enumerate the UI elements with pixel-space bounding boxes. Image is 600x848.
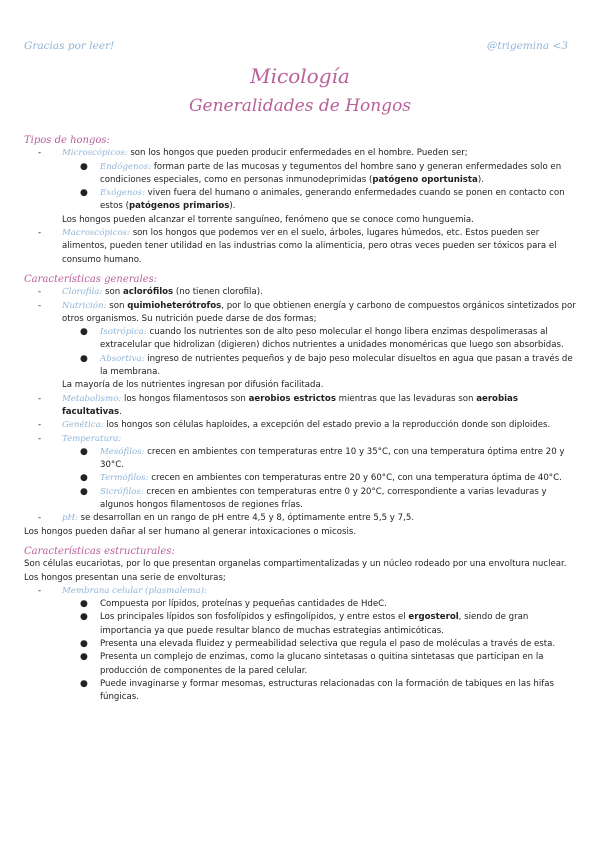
- bold-text: patógenos primarios: [128, 201, 230, 212]
- dash-icon: -: [38, 513, 42, 524]
- note-hunguemia: Los hongos pueden alcanzar el torrente sanguíneo, fenómeno que se conoce como hunguemia.: [62, 214, 474, 225]
- term-endogenos: Endógenos:: [100, 161, 152, 172]
- item-text: Presenta una elevada fluidez y permeabilidad selectiva que regula el paso de moléculas a través de esta.: [100, 638, 556, 649]
- bold-text: ergosterol: [408, 612, 459, 623]
- list-item-membrana: [24, 585, 580, 598]
- bold-text: aerobias facultativas: [62, 393, 518, 417]
- list-item-nutricion: [24, 300, 580, 327]
- closing-paragraph: Los hongos pueden dañar al ser humano al generar intoxicaciones o micosis.: [24, 526, 357, 537]
- term-metabolismo: Metabolismo:: [62, 393, 122, 404]
- section-heading-generales: Características generales:: [24, 273, 158, 285]
- item-text: , siendo de gran importancia ya que puede resultar blanco de muchas estrategias antimicóticas.: [100, 612, 529, 636]
- item-text: Presenta un complejo de enzimas, como la glucano sintetasas o quitina sintetasas que participan en la producción de componentes de la pared celular.: [100, 652, 544, 676]
- term-nutricion: Nutrición:: [62, 300, 107, 311]
- bold-text: aclorófilos: [122, 287, 174, 298]
- header-author: @trigemina <3: [486, 40, 568, 52]
- bullet-icon: ●: [80, 161, 88, 172]
- item-text: ).: [229, 201, 236, 212]
- term-isotropica: Isotrópica:: [100, 327, 147, 338]
- item-text: , por lo que obtienen energía y carbono de compuestos orgánicos sintetizados por otros organismos. Su nutrición puede darse de dos formas;: [62, 300, 576, 324]
- term-absortiva: Absortiva:: [100, 353, 145, 364]
- item-text: son: [106, 300, 128, 311]
- list-item-macroscopicos: [24, 227, 580, 267]
- dash-icon: -: [38, 148, 42, 159]
- term-clorofila: Clorofila:: [62, 287, 103, 298]
- bullet-icon: ●: [80, 188, 88, 199]
- list-item-membrana-1: [24, 598, 580, 611]
- list-item-genetica: [24, 419, 580, 432]
- list-item-ph: [24, 512, 580, 525]
- bold-text: patógeno oportunista: [372, 174, 478, 185]
- term-mesofilos: Mesófilos:: [100, 446, 145, 457]
- list-item-membrana-2: [24, 611, 580, 638]
- bullet-icon: ●: [80, 353, 88, 364]
- list-item-temperatura: [24, 433, 580, 446]
- bold-text: aerobios estrictos: [248, 393, 336, 404]
- bullet-icon: ●: [80, 486, 88, 497]
- item-text: Compuesta por lípidos, proteínas y pequeñas cantidades de HdeC.: [100, 599, 387, 610]
- item-text: los hongos filamentosos son: [121, 393, 249, 404]
- item-text: los hongos son células haploides, a excepción del estado previo a la reproducción donde son diploides.: [103, 420, 551, 431]
- bullet-icon: ●: [80, 446, 88, 457]
- dash-icon: -: [38, 287, 42, 298]
- item-text: son los hongos que podemos ver en el suelo, árboles, lugares húmedos, etc. Estos pueden ser alimentos, pueden tener utilidad en las industrias como la alimenticia, pero otras veces pueden ser tóxicos para el consumo humano.: [62, 228, 557, 265]
- page-subtitle: Generalidades de Hongos: [188, 96, 412, 116]
- term-termofilos: Termófilos:: [100, 473, 149, 484]
- item-text: mientras que las levaduras son: [335, 393, 477, 404]
- dash-icon: -: [38, 420, 42, 431]
- note-difusion: La mayoría de los nutrientes ingresan por difusión facilitada.: [62, 380, 324, 391]
- dash-icon: -: [38, 585, 42, 596]
- item-text: Los principales lípidos son fosfolípidos y esfingolípidos, y entre estos el: [100, 612, 409, 623]
- term-temperatura: Temperatura:: [62, 433, 122, 444]
- item-text: crecen en ambientes con temperaturas entre 0 y 20°C, correspondiente a varias levaduras y algunos hongos filamentosos de regiones frías.: [100, 486, 547, 511]
- term-sicrofilos: Sicrófilos:: [100, 486, 144, 497]
- bullet-icon: ●: [80, 612, 88, 623]
- dash-icon: -: [38, 393, 42, 404]
- term-macroscopicos: Macroscópicos:: [62, 228, 130, 239]
- section-heading-estructurales: Características estructurales:: [24, 545, 175, 557]
- header-thanks: Gracias por leer!: [24, 40, 115, 52]
- list-item-clorofila: [24, 286, 580, 299]
- list-item-microscopicos: [24, 147, 580, 160]
- bullet-icon: ●: [80, 473, 88, 484]
- term-membrana: Membrana celular (plasmalema):: [62, 585, 207, 596]
- page-title: Micología: [250, 64, 350, 88]
- term-genetica: Genética:: [62, 420, 104, 431]
- list-item-absortiva: [24, 353, 580, 380]
- section-heading-tipos: Tipos de hongos:: [24, 135, 110, 146]
- list-item-isotropica: [24, 326, 580, 353]
- item-text: forman parte de las mucosas y tegumentos del hombre sano y generan enfermedades solo en condiciones especiales, como en personas inmunodeprimidas (: [100, 161, 562, 185]
- item-text: .: [119, 406, 122, 417]
- list-item-mesofilos: [24, 446, 580, 473]
- item-text: crecen en ambientes con temperaturas entre 10 y 35°C, con una temperatura óptima entre 20 y 30°C.: [100, 446, 565, 471]
- item-text: se desarrollan en un rango de pH entre 4,5 y 8, óptimamente entre 5,5 y 7,5.: [77, 513, 415, 524]
- bullet-icon: ●: [80, 599, 88, 610]
- list-item-sicrofilos: [24, 486, 580, 513]
- term-exogenos: Exógenos:: [100, 188, 145, 199]
- item-text: Puede invaginarse y formar mesomas, estructuras relacionadas con la formación de tabiques en las hifas fúngicas.: [100, 678, 555, 703]
- term-ph: pH:: [62, 513, 78, 524]
- item-text: viven fuera del humano o animales, generando enfermedades cuando se ponen en contacto con estos (: [100, 188, 565, 212]
- list-item-metabolismo: [24, 393, 580, 420]
- dash-icon: -: [38, 228, 42, 239]
- intro-paragraph: Son células eucariotas, por lo que presentan organelas compartimentalizadas y un núcleo rodeado por una envoltura nuclear. Los hongos presentan una serie de envolturas;: [24, 559, 567, 583]
- bold-text: quimioheterótrofos: [127, 300, 222, 311]
- dash-icon: -: [38, 300, 42, 311]
- list-item-endogenos: [24, 161, 580, 188]
- list-item-membrana-4: [24, 651, 580, 678]
- document-body: [24, 134, 580, 704]
- list-item-exogenos: [24, 187, 580, 214]
- bullet-icon: ●: [80, 652, 88, 663]
- item-text: ingreso de nutrientes pequeños y de bajo peso molecular disueltos en agua que pasan a través de la membrana.: [100, 353, 573, 378]
- list-item-membrana-3: [24, 638, 580, 651]
- list-item-membrana-5: [24, 678, 580, 705]
- item-text: cuando los nutrientes son de alto peso molecular el hongo libera enzimas despolimerasas al extracelular que hidrolizan (digieren) dichos nutrientes a unidades monoméricas que luego son absorbidas.: [100, 327, 564, 351]
- item-text: ).: [477, 174, 484, 185]
- dash-icon: -: [38, 433, 42, 444]
- item-text: son los hongos que pueden producir enfermedades en el hombre. Pueden ser;: [127, 148, 468, 159]
- term-microscopicos: Microscópicos:: [62, 148, 128, 159]
- bullet-icon: ●: [80, 678, 88, 689]
- item-text: (no tienen clorofila).: [173, 287, 263, 298]
- item-text: son: [102, 287, 123, 298]
- bullet-icon: ●: [80, 327, 88, 338]
- item-text: crecen en ambientes con temperaturas entre 20 y 60°C, con una temperatura óptima de 40°C.: [148, 473, 562, 484]
- bullet-icon: ●: [80, 638, 88, 649]
- list-item-termofilos: [24, 472, 580, 485]
